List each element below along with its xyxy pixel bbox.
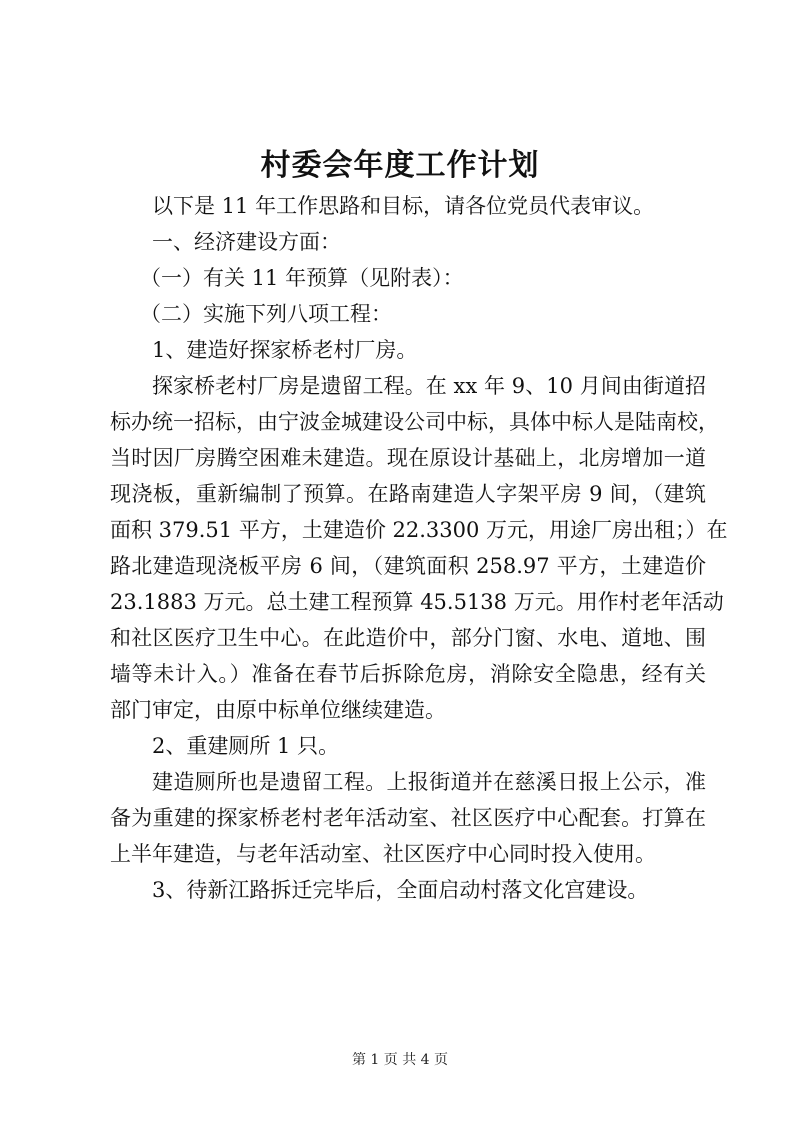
document-title: 村委会年度工作计划 bbox=[260, 148, 540, 183]
item1-line: 和社区医疗卫生中心。在此造价中，部分门窗、水电、道地、围 bbox=[110, 626, 706, 650]
item1-line: 23.1883 万元。总土建工程预算 45.5138 万元。用作村老年活动 bbox=[110, 590, 724, 614]
item1-line: 路北建造现浇板平房 6 间，（建筑面积 258.97 平方，土建造价 bbox=[110, 554, 706, 578]
item1-heading: 1、建造好探家桥老村厂房。 bbox=[152, 338, 418, 362]
item2-line: 上半年建造，与老年活动室、社区医疗中心同时投入使用。 bbox=[110, 842, 656, 866]
item2-line: 建造厕所也是遗留工程。上报街道并在慈溪日报上公示，准 bbox=[152, 770, 706, 794]
item1-line: 标办统一招标，由宁波金城建设公司中标，具体中标人是陆南校， bbox=[110, 410, 719, 434]
item2-heading: 2、重建厕所 1 只。 bbox=[152, 734, 340, 758]
item1-line: 探家桥老村厂房是遗留工程。在 xx 年 9、10 月间由街道招 bbox=[152, 374, 706, 398]
item1-paragraph bbox=[110, 368, 728, 728]
subsection-budget: （一）有关 11 年预算（见附表）： bbox=[140, 266, 464, 290]
item2-line: 备为重建的探家桥老村老年活动室、社区医疗中心配套。打算在 bbox=[110, 806, 706, 830]
item2-paragraph bbox=[110, 764, 706, 872]
document-body bbox=[110, 188, 728, 908]
item1-line: 当时因厂房腾空困难未建造。现在原设计基础上，北房增加一道 bbox=[110, 446, 706, 470]
section1-heading: 一、经济建设方面： bbox=[152, 230, 341, 254]
item1-line: 部门审定，由原中标单位继续建造。 bbox=[110, 698, 446, 722]
item3-heading: 3、待新江路拆迁完毕后，全面启动村落文化宫建设。 bbox=[152, 878, 649, 902]
item1-line: 现浇板，重新编制了预算。在路南建造人字架平房 9 间，（建筑 bbox=[110, 482, 706, 506]
item1-line: 墙等未计入。）准备在春节后拆除危房，消除安全隐患，经有关 bbox=[110, 662, 706, 686]
subsection-projects: （二）实施下列八项工程： bbox=[140, 302, 392, 326]
intro-paragraph: 以下是 11 年工作思路和目标，请各位党员代表审议。 bbox=[152, 194, 655, 218]
item1-line: 面积 379.51 平方，土建造价 22.3300 万元，用途厂房出租；）在 bbox=[110, 518, 728, 542]
page-number-footer: 第 1 页 共 4 页 bbox=[351, 1052, 449, 1068]
